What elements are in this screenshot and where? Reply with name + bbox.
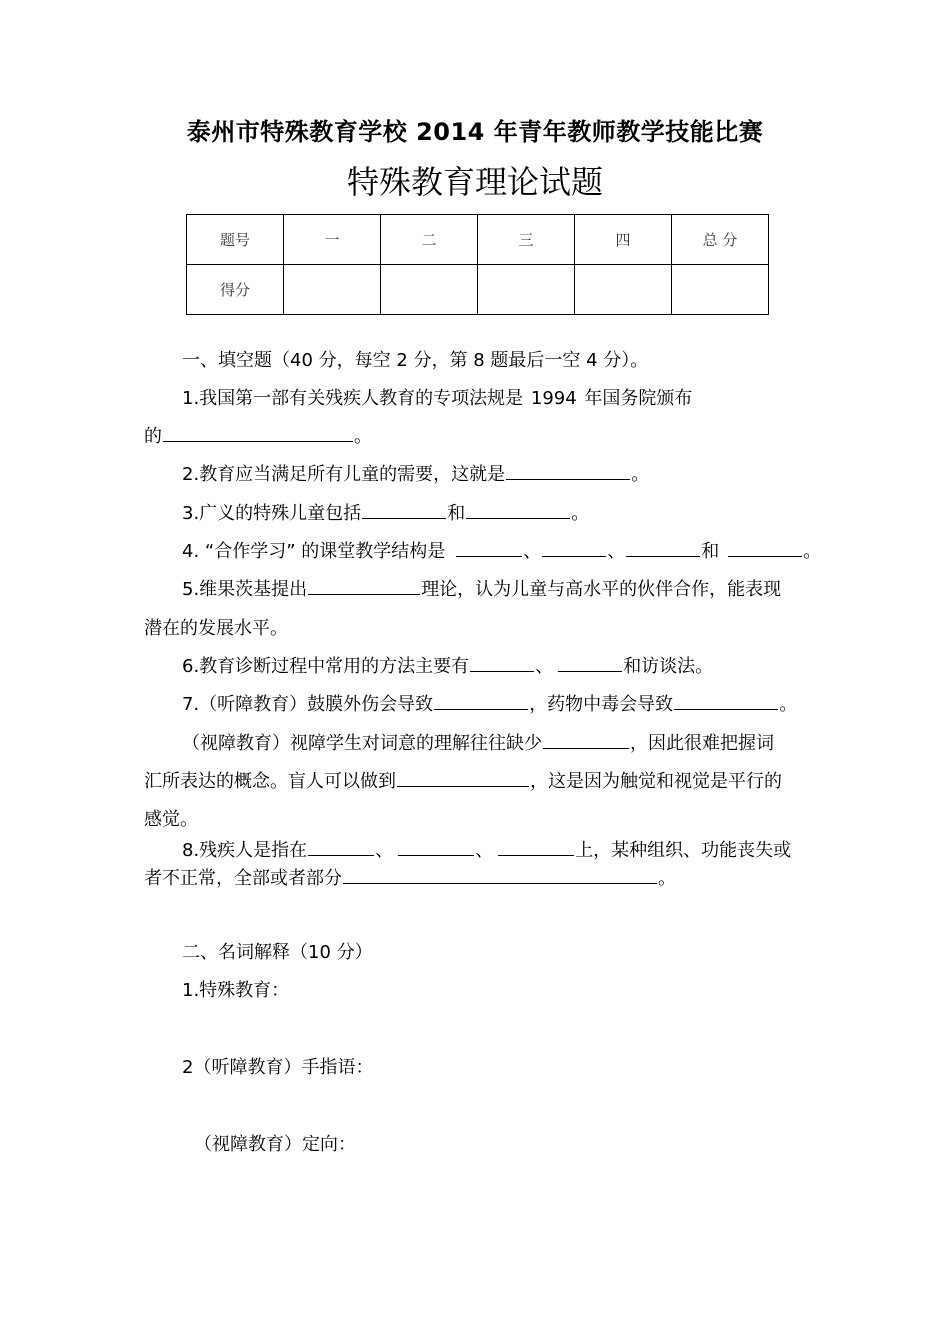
q7v-blank-2[interactable] — [397, 768, 529, 787]
score-row-label: 得分 — [187, 265, 284, 315]
section2-heading: 二、名词解释（10 分） — [182, 942, 373, 963]
q6-line: 6.教育诊断过程中常用的方法主要有 、 和访谈法。 — [182, 652, 713, 678]
header-cell: 三 — [478, 215, 575, 265]
q7v-blank-1[interactable] — [543, 730, 629, 749]
q7-blank-2[interactable] — [674, 691, 778, 710]
score-cell[interactable] — [478, 265, 575, 315]
q6-blank-2[interactable] — [558, 653, 622, 672]
q4-blank-4[interactable] — [728, 538, 802, 557]
q7-line: 7.（听障教育）鼓膜外伤会导致 ，药物中毒会导致 。 — [182, 690, 797, 716]
q2-line: 2.教育应当满足所有儿童的需要，这就是 。 — [182, 460, 649, 486]
exam-subtitle: 特殊教育理论试题 — [346, 163, 603, 201]
section1-heading: 一、填空题（40 分，每空 2 分，第 8 题最后一空 4 分）。 — [182, 350, 649, 371]
q4-blank-3[interactable] — [626, 538, 700, 557]
header-cell: 题号 — [187, 215, 284, 265]
q1-blank[interactable] — [163, 423, 353, 442]
header-cell: 二 — [381, 215, 478, 265]
term-finger-language: 2（听障教育）手指语： — [182, 1057, 374, 1078]
q4-blank-2[interactable] — [542, 538, 606, 557]
score-cell[interactable] — [284, 265, 381, 315]
q5-line2: 潜在的发展水平。 — [144, 618, 288, 639]
q4-line: 4. “合作学习” 的课堂教学结构是 、 、 和 。 — [182, 537, 821, 563]
q3-blank-2[interactable] — [466, 500, 570, 519]
q2-blank[interactable] — [506, 461, 630, 480]
q5-line1: 5.维果茨基提出 理论，认为儿童与高水平的伙伴合作，能表现 — [182, 575, 781, 601]
q3-blank-1[interactable] — [362, 500, 446, 519]
score-table-score-row — [187, 265, 769, 315]
term-special-education: 1.特殊教育： — [182, 980, 290, 1001]
score-cell[interactable] — [575, 265, 672, 315]
score-cell[interactable] — [672, 265, 769, 315]
q7v-line2: 汇所表达的概念。盲人可以做到 ，这是因为触觉和视觉是平行的 — [144, 767, 782, 793]
score-table-header-row — [187, 215, 769, 265]
q1-line2: 的 。 — [144, 422, 372, 448]
q8-blank-3[interactable] — [498, 837, 574, 856]
q7v-line3: 感觉。 — [144, 809, 198, 830]
score-cell[interactable] — [381, 265, 478, 315]
q4-blank-1[interactable] — [456, 538, 522, 557]
q1-line1: 1.我国第一部有关残疾人教育的专项法规是 1994 年国务院颁布 — [182, 388, 693, 409]
q8-line2: 者不正常，全部或者部分 。 — [144, 864, 676, 890]
q5-blank[interactable] — [308, 576, 420, 595]
header-cell: 一 — [284, 215, 381, 265]
q7v-line1: （视障教育）视障学生对词意的理解往往缺少 ，因此很难把握词 — [182, 729, 774, 755]
q8-line1: 8.残疾人是指在 、 、 上，某种组织、功能丧失或 — [182, 836, 791, 862]
q8-blank-1[interactable] — [308, 837, 374, 856]
header-cell: 四 — [575, 215, 672, 265]
q8-blank-4[interactable] — [343, 865, 657, 884]
score-table — [186, 214, 769, 315]
q6-blank-1[interactable] — [470, 653, 534, 672]
q8-blank-2[interactable] — [398, 837, 474, 856]
term-orientation: （视障教育）定向： — [194, 1134, 356, 1155]
q3-line: 3.广义的特殊儿童包括 和 。 — [182, 499, 589, 525]
header-cell: 总 分 — [672, 215, 769, 265]
exam-title: 泰州市特殊教育学校 2014 年青年教师教学技能比赛 — [186, 118, 764, 146]
q7-blank-1[interactable] — [434, 691, 528, 710]
